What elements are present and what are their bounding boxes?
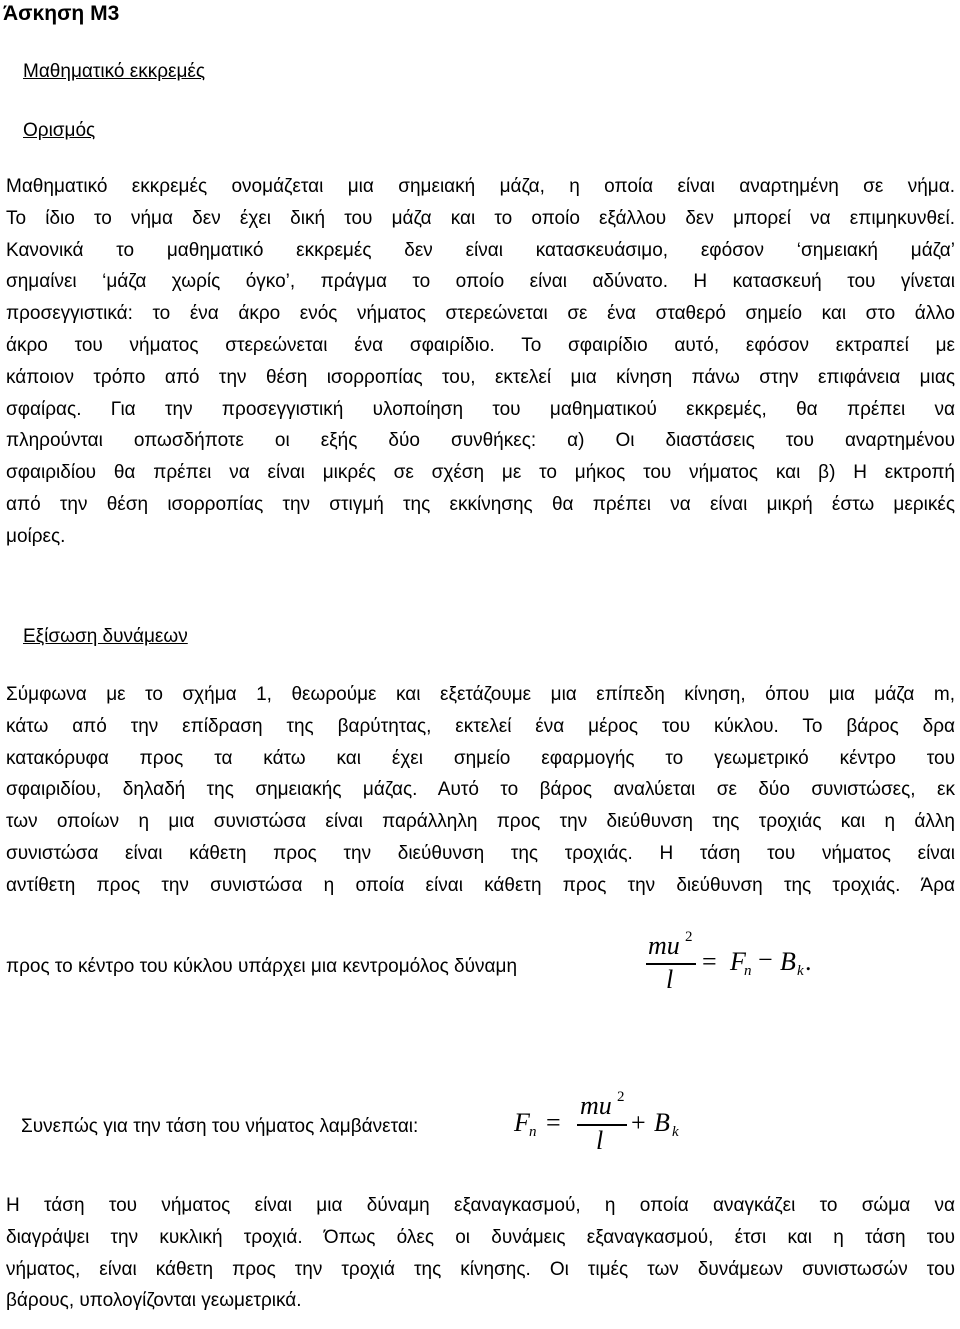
text-line: των οποίων η μια συνιστώσα είναι παράλληλη προς την διεύθυνση της τροχιάς και η άλλη xyxy=(6,811,955,833)
text-line: σφαίρας. Για την προσεγγιστική υλοποίηση του μαθηματικού εκκρεμές, θα πρέπει να xyxy=(6,398,955,420)
text-line: από την θέση ισορροπίας την στιγμή της εκκίνησης θα πρέπει να είναι μικρή έστω μερικές xyxy=(6,493,955,515)
tension-equation xyxy=(512,1083,692,1163)
eq2-F: F xyxy=(514,1108,530,1137)
eq1-B: B xyxy=(780,947,796,976)
forces-paragraph xyxy=(6,679,955,902)
text-line: πληρούνται οπωσδήποτε οι εξής δύο συνθήκες: α) Οι διαστάσεις του αναρτημένου xyxy=(6,430,955,452)
text-line: κάποιον τρόπο από την θέση ισορροπίας του, εκτελεί μια κίνηση πάνω στην επιφάνεια μιας xyxy=(6,366,955,388)
text-line: σημαίνει ‘μάζα χωρίς όγκο’, πράγμα το οποίο είναι αδύνατο. Η κατασκευή του γίνεται xyxy=(6,271,955,293)
eq1-exponent: 2 xyxy=(685,929,693,945)
centripetal-force-equation xyxy=(640,925,820,1005)
section-heading-forces: Εξίσωση δυνάμεων xyxy=(23,626,188,647)
definition-paragraph xyxy=(6,171,955,553)
eq1-minus: − xyxy=(758,945,773,974)
text-line: σφαιριδίου θα πρέπει να είναι μικρές σε σχέση με το μήκος του νήματος και β) Η εκτροπή xyxy=(6,462,955,484)
text-line: Το ίδιο το νήμα δεν έχει δική του μάζα και το οποίο εξάλλου δεν μπορεί να επιμηκυνθεί. xyxy=(6,207,955,229)
text-line: άκρο του νήματος στερεώνεται ένα σφαιρίδιο. Το σφαιρίδιο αυτό, εφόσον εκτραπεί με xyxy=(6,334,955,356)
eq1-numerator: mu xyxy=(648,931,680,960)
text-line: βάρους, υπολογίζονται γεωμετρικά. xyxy=(6,1290,302,1312)
eq2-plus: + xyxy=(631,1108,646,1137)
eq2-denominator: l xyxy=(596,1126,604,1155)
eq2-exponent: 2 xyxy=(617,1089,625,1105)
eq2-B: B xyxy=(654,1108,670,1137)
eq1-B-sub: k xyxy=(797,963,804,979)
document-title: Άσκηση Μ3 xyxy=(3,2,120,25)
section-heading-definition: Ορισμός xyxy=(23,120,96,141)
centripetal-force-text: προς το κέντρο του κύκλου υπάρχει μια κεντρομόλος δύναμη xyxy=(6,956,518,977)
text-line: κάτω από την επίδραση της βαρύτητας, εκτελεί ένα μέρος του κύκλου. Το βάρος δρα xyxy=(6,715,955,737)
text-line: διαγράψει την κυκλική τροχιά. Όπως όλες οι δυνάμεις εξαναγκασμού, έτσι και η τάση του xyxy=(6,1226,955,1248)
text-line: αντίθετη προς την συνιστώσα η οποία είναι κάθετη προς την διεύθυνση της τροχιάς. Άρα xyxy=(6,874,955,896)
text-line: σφαιριδίου, δηλαδή της σημειακής μάζας. Αυτό το βάρος αναλύεται σε δύο συνιστώσες, εκ xyxy=(6,779,955,801)
text-line: μοίρες. xyxy=(6,525,66,547)
eq1-F: F xyxy=(730,947,746,976)
text-line: κατακόρυφα προς τα κάτω και έχει σημείο εφαρμογής το γεωμετρικό κέντρο του xyxy=(6,747,955,769)
eq2-equals: = xyxy=(546,1108,561,1137)
tension-paragraph xyxy=(6,1190,955,1317)
text-line: νήματος, είναι κάθετη προς την τροχιά της κίνησης. Οι τιμές των δυνάμεων συνιστωσών του xyxy=(6,1258,955,1280)
eq1-period: . xyxy=(805,947,812,976)
eq2-F-sub: n xyxy=(529,1124,537,1140)
eq1-F-sub: n xyxy=(744,963,752,979)
eq2-numerator: mu xyxy=(580,1091,612,1120)
eq2-B-sub: k xyxy=(672,1124,679,1140)
text-line: Μαθηματικό εκκρεμές ονομάζεται μια σημειακή μάζα, η οποία είναι αναρτημένη σε νήμα. xyxy=(6,176,955,197)
eq1-equals: = xyxy=(702,947,717,976)
text-line: συνιστώσα είναι κάθετη προς την διεύθυνση της τροχιάς. Η τάση του νήματος είναι xyxy=(6,842,955,864)
section-heading-pendulum: Μαθηματικό εκκρεμές xyxy=(23,61,206,82)
eq1-denominator: l xyxy=(666,965,674,994)
text-line: προσεγγιστικά: το ένα άκρο ενός νήματος στερεώνεται σε ένα σταθερό σημείο και στο άλλο xyxy=(6,303,955,325)
tension-text: Συνεπώς για την τάση του νήματος λαμβάνεται: xyxy=(21,1116,419,1137)
text-line: Σύμφωνα με το σχήμα 1, θεωρούμε και εξετάζουμε μια επίπεδη κίνηση, όπου μια μάζα m, xyxy=(6,684,955,705)
text-line: Η τάση του νήματος είναι μια δύναμη εξαναγκασμού, η οποία αναγκάζει το σώμα να xyxy=(6,1195,955,1216)
text-line: Κανονικά το μαθηματικό εκκρεμές δεν είναι κατασκευάσιμο, εφόσον ‘σημειακή μάζα’ xyxy=(6,239,955,261)
